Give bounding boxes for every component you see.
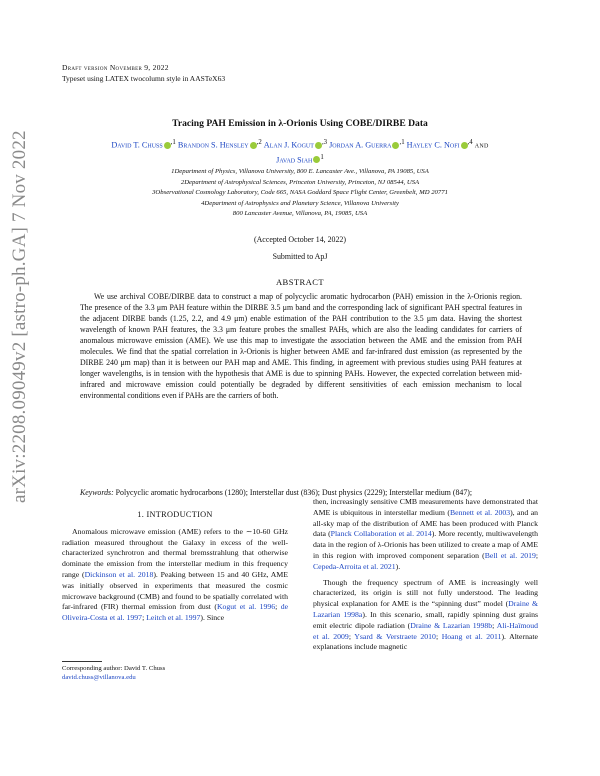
author-hensley[interactable]: Brandon S. Hensley	[177, 140, 249, 150]
author-sup: ,4	[467, 139, 473, 146]
author-siah[interactable]: Javad Siah	[276, 155, 313, 165]
author-kogut[interactable]: Alan J. Kogut	[263, 140, 314, 150]
affiliation-2: 2Department of Astrophysical Sciences, Princeton University, Princeton, NJ 08544, USA	[180, 178, 420, 186]
author-chuss[interactable]: David T. Chuss	[111, 140, 163, 150]
affiliation-4-address: 800 Lancaster Avenue, Villanova, PA, 19085, USA	[232, 210, 368, 218]
citation-link[interactable]: de Oliveira-Costa et al. 1997	[62, 602, 289, 623]
corresponding-author: Corresponding author: David T. Chuss	[62, 665, 166, 672]
author-sup: ,3	[321, 139, 328, 146]
orcid-icon[interactable]	[164, 142, 171, 149]
citation-link[interactable]: Draine & Lazarian 1998a	[313, 599, 538, 619]
affiliations	[70, 167, 530, 220]
draft-line: Draft version November 9, 2022	[62, 63, 169, 72]
footnote	[62, 664, 165, 682]
author-nofi[interactable]: Hayley C. Nofi	[406, 140, 460, 150]
accepted-date: (Accepted October 14, 2022)	[253, 235, 347, 244]
intro-paragraph-2: Though the frequency spectrum of AME is increasingly well characterized, its origin is still not fully understood. The leading physical explanation for AME is the “spinning dust” model (Draine & Lazarian 1998a). In this scenario, small, rapidly spinning dust grains emit electric dipole radiation (Draine & Lazarian 1998b; Ali-Haïmoud et al. 2009; Ysard & Verstraete 2010; Hoang et al. 2011). Alternate explanations include magnetic	[313, 577, 539, 652]
citation-link[interactable]: Hoang et al. 2011	[441, 631, 502, 641]
author-sup: ,1	[399, 139, 405, 146]
section-heading: 1. INTRODUCTION	[137, 510, 213, 519]
citation-link[interactable]: Dickinson et al. 2018	[84, 569, 154, 579]
submitted-note: Submitted to ApJ	[272, 252, 328, 261]
orcid-icon[interactable]	[461, 142, 468, 149]
author-sup: ,2	[256, 139, 262, 146]
citation-link[interactable]: Planck Collaboration et al. 2014	[330, 529, 432, 539]
abstract-text: We use archival COBE/DIRBE data to construct a map of polycyclic aromatic hydrocarbon (PAH) emission in the λ-Orionis region. The presence of the 3.3 μm PAH feature within the DIRBE 3.5 μm band and the corresponding lack of significant PAH spectral features in the adjacent DIRBE bands (1.25, 2.2, and 4.9 μm) enable estimation of the PAH contribution to the 3.5 μm data. Having the shortest wavelength of known PAH features, the 3.3 μm feature probes the smallest PAHs, which are also the leading candidates for carriers of anomalous microwave emission (AME). We use this map to investigate the association between the AME and the emission from PAH molecules. We find that the spatial correlation in λ-Orionis is higher between AME and far-infrared dust emission (as represented by the DIRBE 240 μm map) than it is between our PAH map and AME. This finding, in agreement with previous studies using PAH features at longer wavelengths, is in tension with the hypothesis that AME is due to spinning PAHs. However, the expected correlation between mid-infrared and microwave emission could potentially be degraded by different sensitivities of each emission mechanism to local environmental conditions even if PAHs are the carriers of both.	[80, 292, 522, 400]
citation-link[interactable]: Bennett et al. 2003	[449, 507, 511, 517]
keywords-label: Keywords:	[80, 488, 114, 497]
author-sup: ,1	[170, 139, 176, 146]
and-word: and	[474, 140, 489, 150]
author-sup: 1	[320, 153, 324, 161]
arxiv-sidebar: arXiv:2208.09049v2 [astro-ph.GA] 7 Nov 2022	[9, 130, 30, 503]
author-list	[62, 137, 538, 166]
right-column	[313, 497, 538, 653]
affiliation-3: 3Observational Cosmology Laboratory, Code 665, NASA Goddard Space Flight Center, Greenbelt, MD 20771	[152, 189, 448, 197]
header-notes	[62, 62, 225, 84]
keywords-list: Polycyclic aromatic hydrocarbons (1280); Interstellar dust (836); Dust physics (2229); Interstellar medium (847);	[115, 488, 473, 497]
citation-link[interactable]: Kogut et al. 1996	[216, 602, 276, 612]
citation-link[interactable]: Draine & Lazarian 1998b	[410, 620, 493, 630]
typeset-line: Typeset using LATEX twocolumn style in AASTeX63	[62, 74, 226, 83]
citation-link[interactable]: Leitch et al. 1997	[146, 613, 201, 623]
orcid-icon[interactable]	[315, 142, 322, 149]
citation-link[interactable]: Cepeda-Arroita et al. 2021	[313, 561, 396, 571]
intro-paragraph-1: Anomalous microwave emission (AME) refers to the ∼10-60 GHz radiation measured throughout the Galaxy in excess of the well-characterized synchrotron and thermal bremsstrahlung that otherwise dominate the emission from the interstellar medium in this frequency range (Dickinson et al. 2018). Peaking between 15 and 40 GHz, AME was initially observed in experiments that measured the cosmic microwave background (CMB) and found to be spatially correlated with far-infrared (FIR) thermal emission from dust (Kogut et al. 1996; de Oliveira-Costa et al. 1997; Leitch et al. 1997). Since	[62, 526, 289, 623]
abstract-heading: ABSTRACT	[275, 277, 325, 287]
author-guerra[interactable]: Jordan A. Guerra	[329, 140, 392, 150]
affiliation-4: 4Department of Astrophysics and Planetary Science, Villanova University	[201, 199, 399, 207]
footnote-rule	[62, 661, 102, 662]
citation-link[interactable]: Bell et al. 2019	[484, 550, 536, 560]
citation-link[interactable]: Ali-Haïmoud et al. 2009	[313, 620, 539, 641]
orcid-icon[interactable]	[250, 142, 257, 149]
citation-link[interactable]: Ysard & Verstraete 2010	[354, 631, 436, 641]
paper-title: Tracing PAH Emission in λ-Orionis Using COBE/DIRBE Data	[172, 118, 428, 129]
affiliation-1: 1Department of Physics, Villanova University, 800 E. Lancaster Ave., Villanova, PA 19085, USA	[171, 168, 429, 175]
left-column	[62, 510, 288, 624]
author-email-link[interactable]: david.chuss@villanova.edu	[62, 674, 136, 682]
intro-paragraph-1-cont: then, increasingly sensitive CMB measurements have demonstrated that AME is ubiquitous in interstellar medium (Bennett et al. 2003), and an all-sky map of the distribution of AME has been produced with Planck data (Planck Collaboration et al. 2014). More recently, multiwavelength data in the region of λ-Orionis has been utilized to create a map of AME in this region with improved component separation (Bell et al. 2019; Cepeda-Arroita et al. 2021).	[313, 497, 539, 571]
